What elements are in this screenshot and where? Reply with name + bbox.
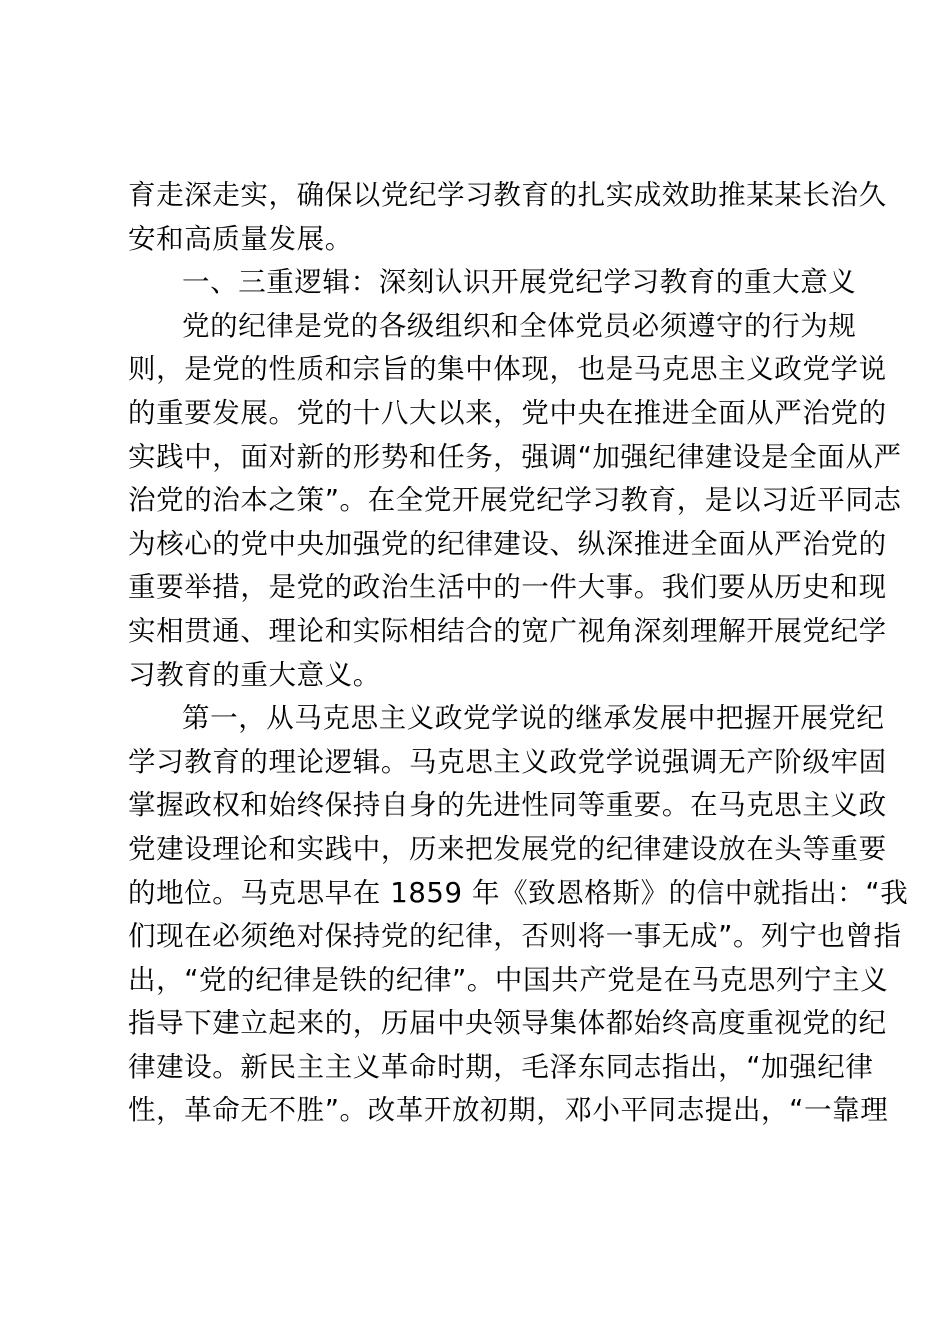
text-line: 实相贯通、理论和实际相结合的宽广视角深刻理解开展党纪学 (128, 614, 887, 647)
text-line: 重要举措，是党的政治生活中的一件大事。我们要从历史和现 (128, 571, 887, 604)
text-line: 为核心的党中央加强党的纪律建设、纵深推进全面从严治党的 (128, 527, 887, 560)
text-line: 指导下建立起来的，历届中央领导集体都始终高度重视党的纪 (128, 1007, 887, 1040)
text-line: 安和高质量发展。 (128, 222, 353, 255)
text-line: 则，是党的性质和宗旨的集中体现，也是马克思主义政党学说 (128, 353, 887, 386)
text-line: 学习教育的理论逻辑。马克思主义政党学说强调无产阶级牢固 (128, 745, 887, 778)
text-line: 治党的治本之策”。在全党开展党纪学习教育，是以习近平同志 (128, 484, 902, 517)
text-line: 出，“党的纪律是铁的纪律”。中国共产党是在马克思列宁主义 (128, 963, 889, 996)
text-line: 律建设。新民主主义革命时期，毛泽东同志指出，“加强纪律 (128, 1050, 874, 1083)
section-heading: 一、三重逻辑：深刻认识开展党纪学习教育的重大意义 (182, 266, 857, 299)
text-line: 党的纪律是党的各级组织和全体党员必须遵守的行为规 (182, 309, 857, 342)
text-line: 的地位。马克思早在 1859 年《致恩格斯》的信中就指出：“我 (128, 876, 909, 909)
text-line: 党建设理论和实践中，历来把发展党的纪律建设放在头等重要 (128, 832, 887, 865)
document-body (128, 174, 909, 1133)
text-line: 育走深走实，确保以党纪学习教育的扎实成效助推某某长治久 (128, 179, 887, 211)
text-line: 习教育的重大意义。 (128, 658, 381, 691)
text-line: 实践中，面对新的形势和任务，强调“加强纪律建设是全面从严 (128, 440, 902, 473)
text-line: 第一，从马克思主义政党学说的继承发展中把握开展党纪 (182, 702, 885, 735)
text-line: 们现在必须绝对保持党的纪律，否则将一事无成”。列宁也曾指 (128, 920, 902, 953)
text-line: 性，革命无不胜”。改革开放初期，邓小平同志提出，“一靠理 (128, 1094, 889, 1127)
text-line: 掌握政权和始终保持自身的先进性同等重要。在马克思主义政 (128, 789, 887, 822)
text-line: 的重要发展。党的十八大以来，党中央在推进全面从严治党的 (128, 396, 887, 429)
